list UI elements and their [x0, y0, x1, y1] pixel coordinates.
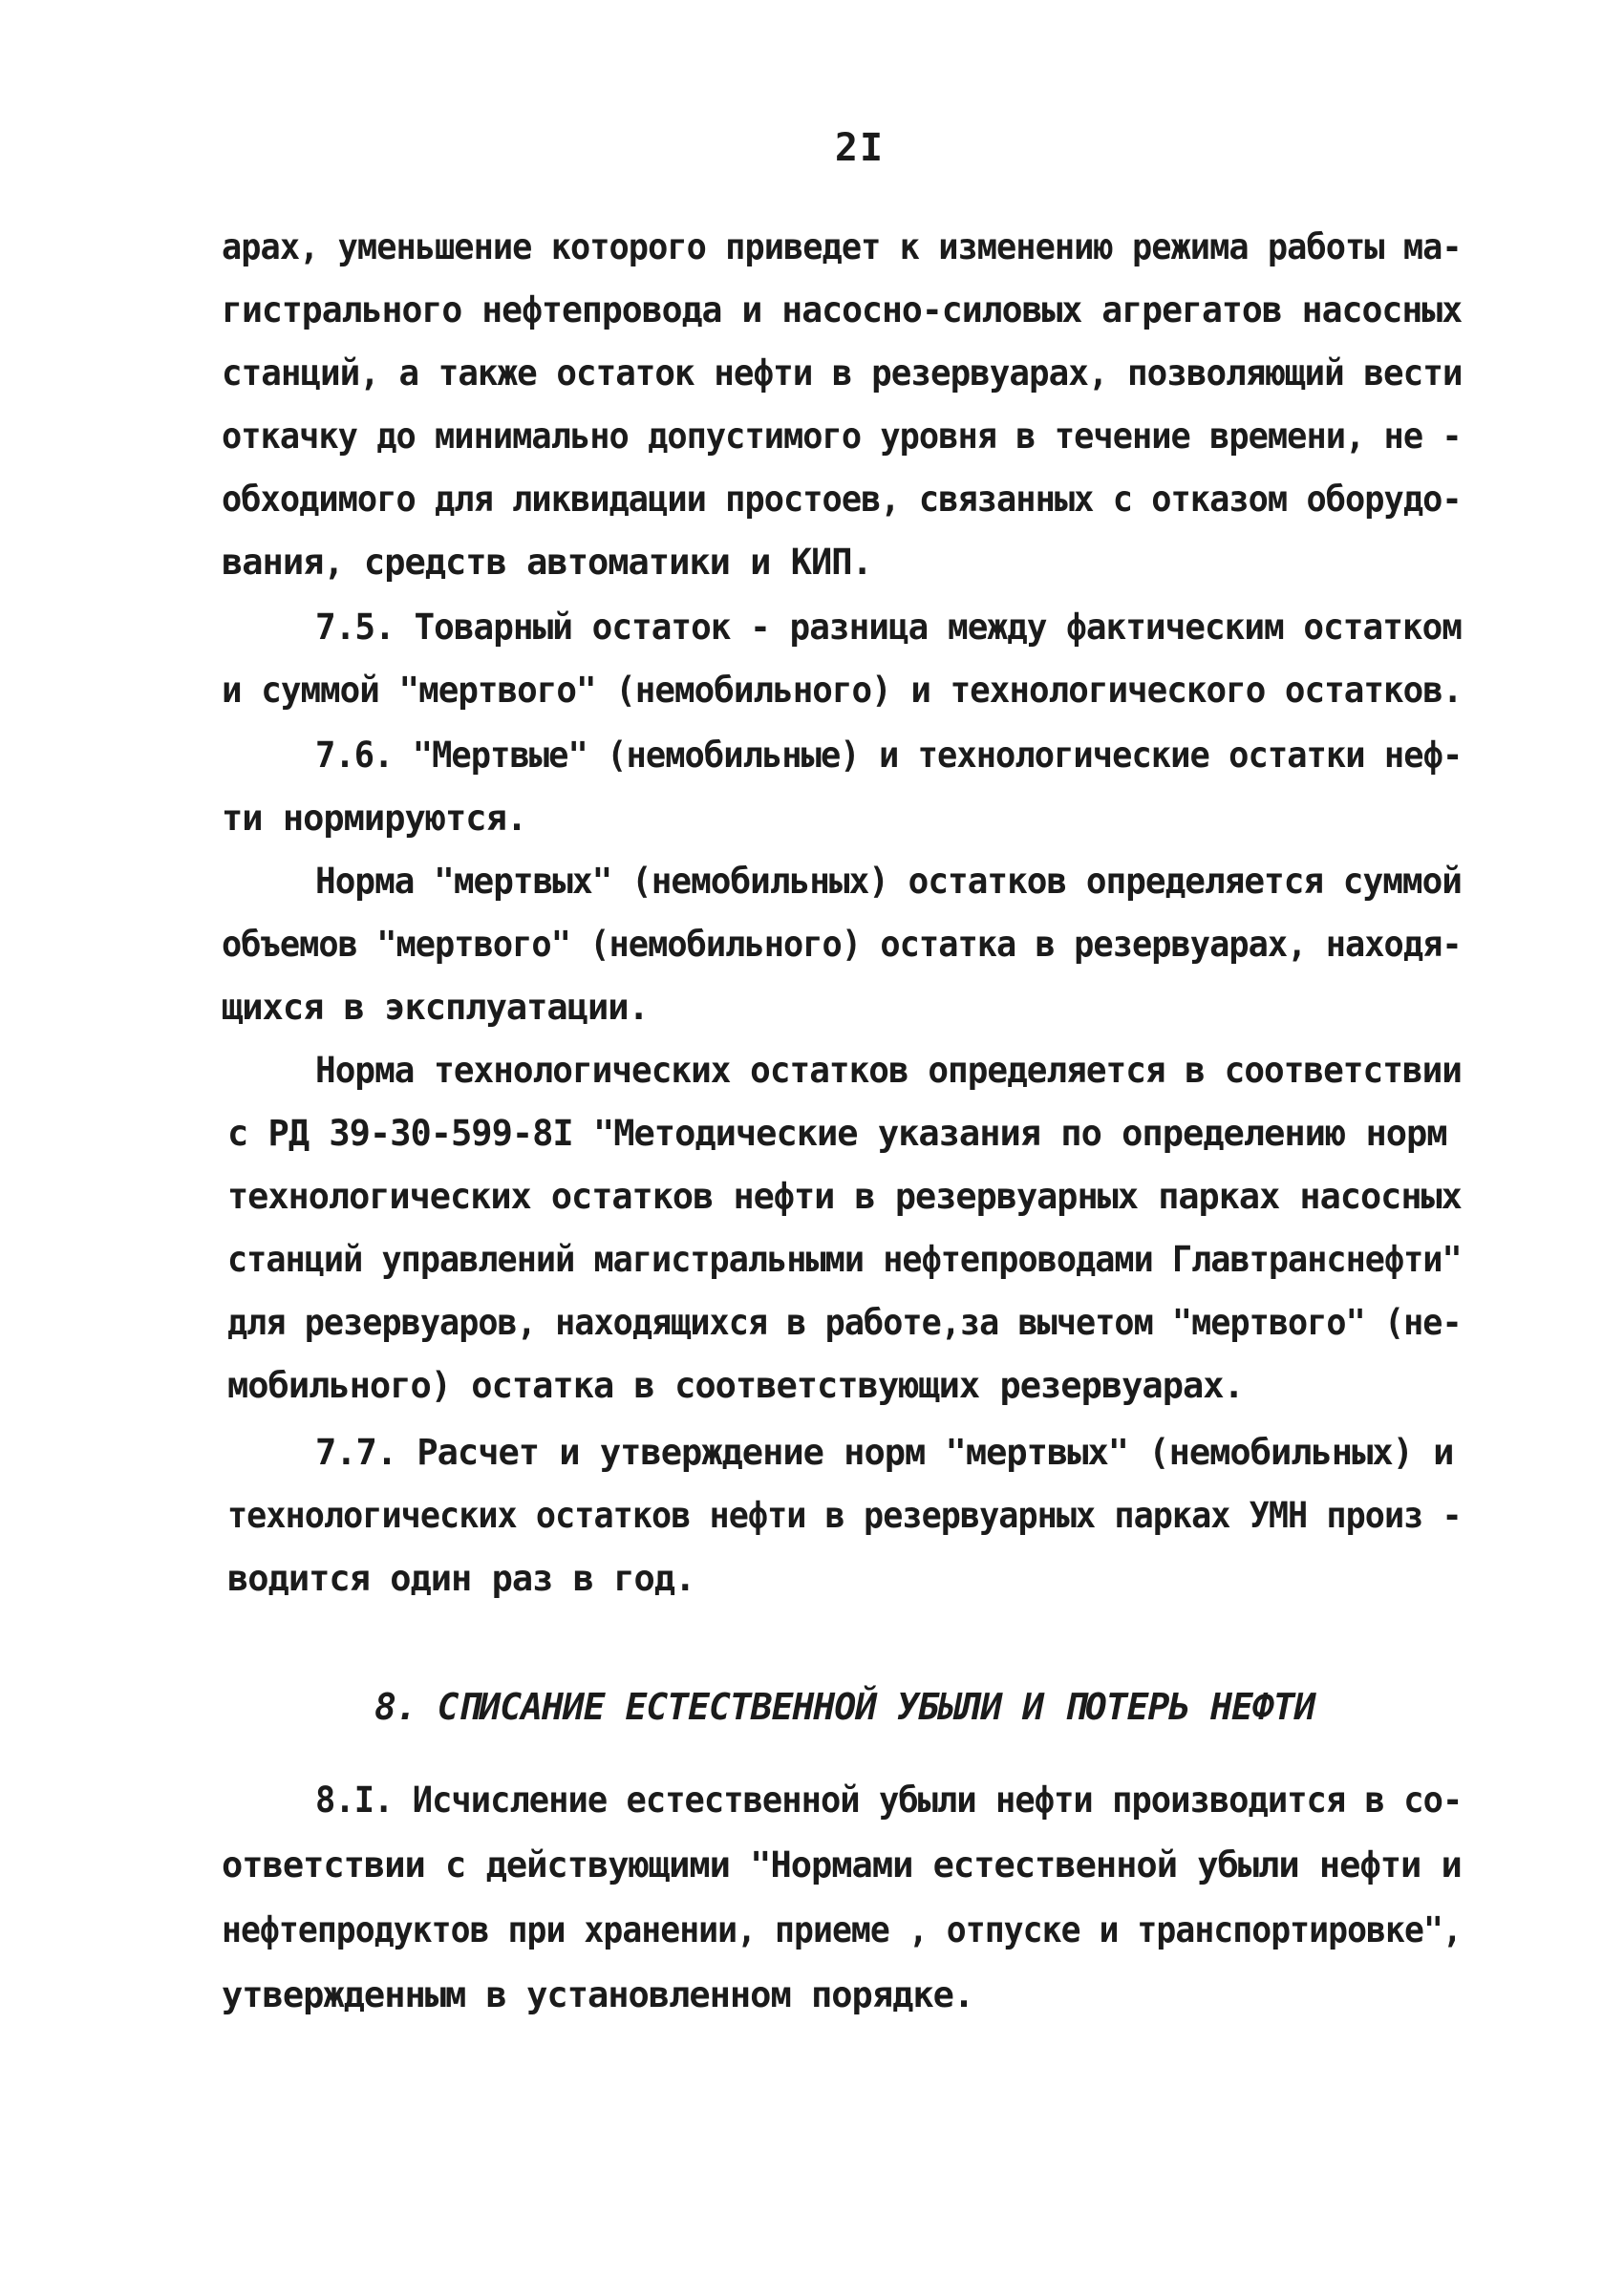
paragraph-start-line: Норма "мертвых" (немобильных) остатков определяется суммой	[315, 861, 1462, 902]
text-line: щихся в эксплуатации.	[222, 987, 649, 1028]
text-line: нефтепродуктов при хранении, приеме , отпуске и транспортировке",	[222, 1909, 1462, 1950]
clause-8-1-line: 8.I. Исчисление естественной убыли нефти производится в со-	[315, 1779, 1463, 1821]
paragraph-start-line: Норма технологических остатков определяется в соответствии	[315, 1050, 1462, 1091]
text-line: станций, а также остаток нефти в резервуарах, позволяющий вести	[222, 352, 1463, 394]
text-line: объемов "мертвого" (немобильного) остатка в резервуарах, находя-	[222, 924, 1462, 965]
section-heading: 8. СПИСАНИЕ ЕСТЕСТВЕННОЙ УБЫЛИ И ПОТЕРЬ НЕФТИ	[374, 1686, 1315, 1728]
text-line: гистрального нефтепровода и насосно-силовых агрегатов насосных	[222, 289, 1463, 330]
text-line: обходимого для ликвидации простоев, связанных с отказом оборудо-	[222, 479, 1462, 520]
text-line: арах, уменьшение которого приведет к изменению режима работы ма-	[222, 226, 1462, 267]
page-number: 2I	[834, 126, 886, 170]
text-line: технологических остатков нефти в резервуарных парках насосных	[227, 1176, 1462, 1217]
text-line: ответствии с действующими "Нормами естественной убыли нефти и	[222, 1844, 1462, 1886]
text-line: откачку до минимально допустимого уровня в течение времени, не -	[222, 416, 1462, 457]
text-line: станций управлений магистральными нефтепроводами Главтранснефти"	[227, 1239, 1462, 1280]
text-line: водится один раз в год.	[227, 1558, 695, 1599]
text-line: вания, средств автоматики и КИП.	[222, 542, 872, 583]
clause-7-5-line: 7.5. Товарный остаток - разница между фактическим остатком	[315, 607, 1462, 648]
text-line: и суммой "мертвого" (немобильного) и технологического остатков.	[222, 670, 1463, 711]
text-line: для резервуаров, находящихся в работе,за вычетом "мертвого" (не-	[227, 1302, 1462, 1343]
clause-7-7-line: 7.7. Расчет и утверждение норм "мертвых" (немобильных) и	[315, 1432, 1454, 1473]
text-line: ти нормируются.	[222, 798, 527, 839]
text-line: с РД 39-30-599-8I "Методические указания по определению норм	[227, 1113, 1447, 1154]
text-line: мобильного) остатка в соответствующих резервуарах.	[227, 1365, 1244, 1406]
text-line: утвержденным в установленном порядке.	[222, 1974, 974, 2015]
clause-7-6-line: 7.6. "Мертвые" (немобильные) и технологические остатки неф-	[315, 735, 1463, 776]
text-line: технологических остатков нефти в резервуарных парках УМН произ -	[227, 1495, 1462, 1536]
